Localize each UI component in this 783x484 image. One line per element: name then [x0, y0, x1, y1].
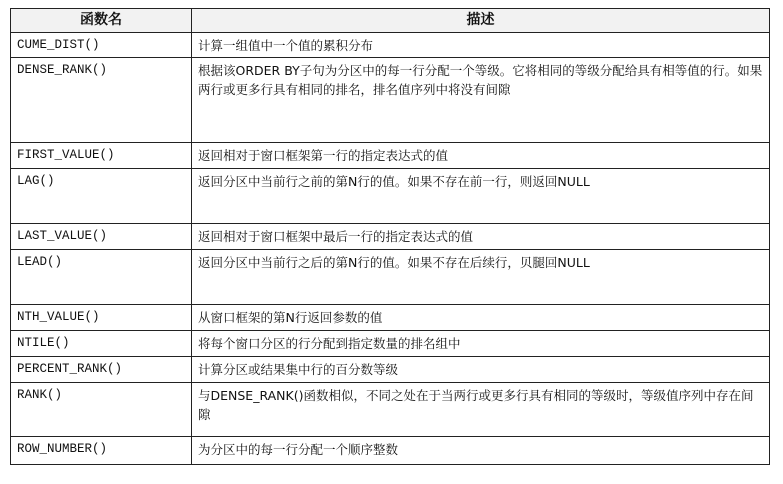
- description-cell: 计算分区或结果集中行的百分数等级: [192, 357, 770, 383]
- table-row: [11, 58, 770, 143]
- function-name-cell: LAG(): [11, 169, 192, 224]
- description-cell: 返回相对于窗口框架第一行的指定表达式的值: [192, 143, 770, 169]
- window-functions-table: [10, 8, 770, 465]
- header-description: 描述: [192, 9, 770, 33]
- table-row: [11, 143, 770, 169]
- function-name-cell: RANK(): [11, 383, 192, 437]
- function-name-cell: CUME_DIST(): [11, 33, 192, 58]
- description-cell: 返回分区中当前行之后的第N行的值。如果不存在后续行，贝腿回NULL: [192, 250, 770, 305]
- description-cell: 根据该ORDER BY子句为分区中的每一行分配一个等级。它将相同的等级分配给具有相等值的行。如果两行或更多行具有相同的排名，排名值序列中将没有间隙: [192, 58, 770, 143]
- function-name-cell: LEAD(): [11, 250, 192, 305]
- function-name-cell: PERCENT_RANK(): [11, 357, 192, 383]
- header-function-name: 函数名: [11, 9, 192, 33]
- table-row: [11, 250, 770, 305]
- description-cell: 从窗口框架的第N行返回参数的值: [192, 305, 770, 331]
- description-cell: 与DENSE_RANK()函数相似，不同之处在于当两行或更多行具有相同的等级时，等级值序列中存在间隙: [192, 383, 770, 437]
- description-cell: 为分区中的每一行分配一个顺序整数: [192, 437, 770, 465]
- function-name-cell: DENSE_RANK(): [11, 58, 192, 143]
- function-name-cell: NTILE(): [11, 331, 192, 357]
- table-header-row: [11, 9, 770, 33]
- description-cell: 返回相对于窗口框架中最后一行的指定表达式的值: [192, 224, 770, 250]
- description-cell: 返回分区中当前行之前的第N行的值。如果不存在前一行，则返回NULL: [192, 169, 770, 224]
- table-row: [11, 357, 770, 383]
- table-row: [11, 383, 770, 437]
- function-name-cell: ROW_NUMBER(): [11, 437, 192, 465]
- function-name-cell: FIRST_VALUE(): [11, 143, 192, 169]
- table-row: [11, 224, 770, 250]
- table-row: [11, 33, 770, 58]
- description-cell: 计算一组值中一个值的累积分布: [192, 33, 770, 58]
- table-row: [11, 169, 770, 224]
- table-row: [11, 331, 770, 357]
- table-row: [11, 437, 770, 465]
- table-row: [11, 305, 770, 331]
- function-name-cell: NTH_VALUE(): [11, 305, 192, 331]
- function-name-cell: LAST_VALUE(): [11, 224, 192, 250]
- description-cell: 将每个窗口分区的行分配到指定数量的排名组中: [192, 331, 770, 357]
